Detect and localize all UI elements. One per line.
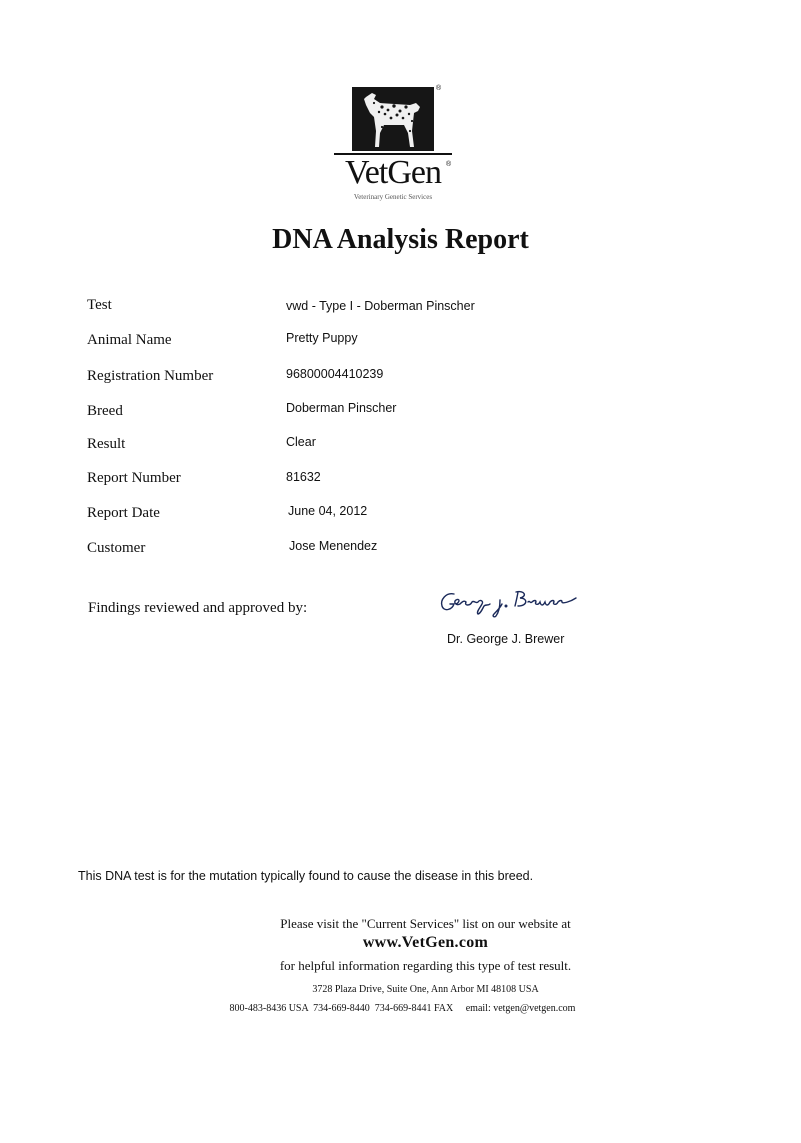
field-label-result: Result: [87, 436, 126, 452]
dog-logo-icon: [352, 87, 434, 151]
field-value-breed: Doberman Pinscher: [286, 401, 397, 415]
signature-image: [436, 586, 596, 622]
footer-address: 3728 Plaza Drive, Suite One, Ann Arbor MI 48108 USA: [312, 984, 539, 995]
approval-label: Findings reviewed and approved by:: [88, 600, 308, 616]
footer-contact: 800-483-8436 USA 734-669-8440 734-669-8441 FAX email: vetgen@vetgen.com: [229, 1003, 576, 1014]
vetgen-logo: [345, 85, 452, 205]
field-value-customer: Jose Menendez: [289, 539, 378, 553]
logo-wordmark: VetGen: [345, 154, 441, 191]
field-value-test: vwd - Type I - Doberman Pinscher: [286, 299, 475, 313]
field-label-report-date: Report Date: [87, 505, 160, 521]
field-value-report-number: 81632: [286, 470, 321, 484]
logo-tagline: Veterinary Genetic Services: [353, 193, 433, 201]
wordmark-registered-mark: ®: [446, 161, 452, 168]
field-value-animal-name: Pretty Puppy: [286, 331, 358, 345]
field-label-breed: Breed: [87, 403, 123, 419]
signer-name: Dr. George J. Brewer: [447, 632, 565, 646]
field-label-report-number: Report Number: [87, 470, 181, 486]
field-value-registration-number: 96800004410239: [286, 367, 384, 381]
disclaimer-text: This DNA test is for the mutation typically found to cause the disease in this breed.: [78, 869, 534, 883]
report-title: DNA Analysis Report: [272, 224, 529, 255]
field-label-animal-name: Animal Name: [87, 332, 172, 348]
field-value-result: Clear: [286, 435, 316, 449]
field-label-registration-number: Registration Number: [87, 368, 214, 384]
footer-visit-text: Please visit the "Current Services" list on our website at: [280, 916, 571, 931]
footer-helpful-text: for helpful information regarding this type of test result.: [279, 958, 572, 973]
field-label-customer: Customer: [87, 540, 146, 556]
footer-website-link[interactable]: www.VetGen.com: [362, 934, 489, 951]
registered-mark: ®: [436, 85, 442, 92]
field-label-test: Test: [87, 297, 112, 313]
field-value-report-date: June 04, 2012: [288, 504, 368, 518]
